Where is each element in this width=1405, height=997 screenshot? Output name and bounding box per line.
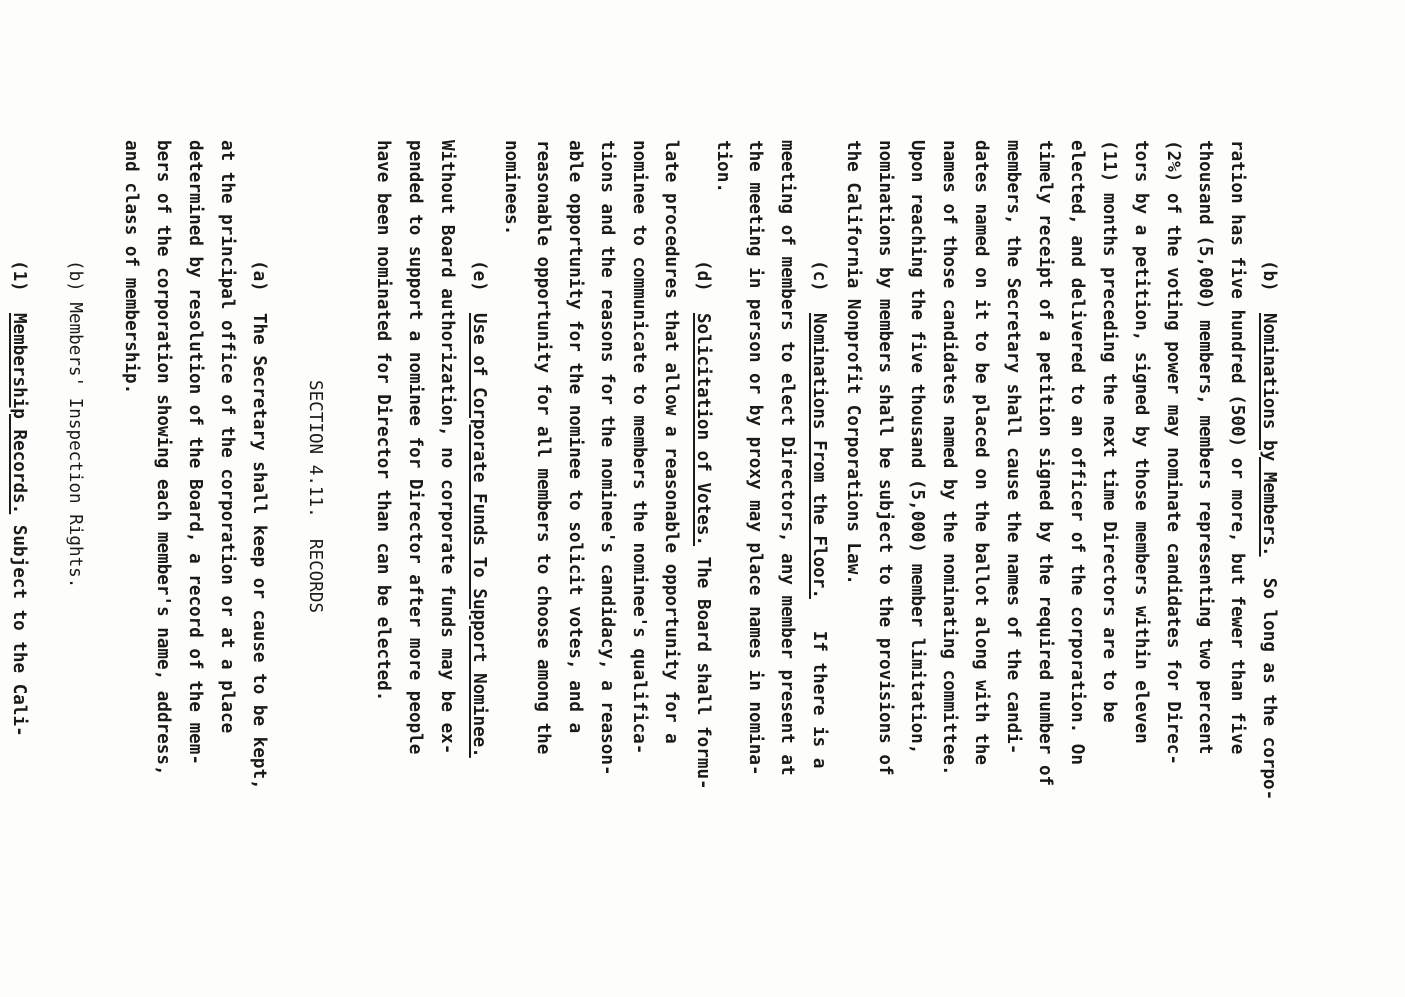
para-d-line-0: The Board shall formu- — [693, 556, 713, 790]
para-b-num: (b) — [1259, 260, 1279, 292]
para-d-title: Solicitation of Votes. — [693, 312, 713, 547]
para-b-line: timely receipt of a petition signed by the required number of — [1035, 140, 1055, 787]
para-inspection-rights: (b) Members' Inspection Rights. — [65, 260, 85, 589]
para-b-line: (11) months preceding the next time Directors are to be — [1099, 140, 1119, 723]
para-b-title: Nominations by Members. — [1259, 312, 1279, 557]
para-e-line: pended to support a nominee for Director after more people — [405, 140, 425, 755]
para-b-line: names of those candidates named by the nominating committee. — [939, 140, 959, 776]
para-d-line: reasonable opportunity for all members to choose among the — [533, 140, 553, 755]
para-c-line-0: If there is a — [809, 630, 829, 769]
para-c-first-line-text — [803, 260, 836, 768]
para-1-title: Membership Records. — [9, 312, 29, 515]
para-c-line: meeting of members to elect Directors, any member present at — [777, 140, 797, 776]
para-b-line: elected, and delivered to an officer of the corporation. On — [1067, 140, 1087, 765]
para-1-line-0: Subject to the Cali- — [9, 524, 29, 737]
para-1-num: (1) — [9, 260, 29, 292]
para-c-line: tion. — [713, 140, 733, 193]
para-d-line: nominees. — [501, 140, 521, 236]
para-b-line: dates named on it to be placed on the ballot along with the — [971, 140, 991, 765]
para-d-line: able opportunity for the nominee to solicit votes, and a — [565, 140, 585, 734]
para-d-line: late procedures that allow a reasonable opportunity for a — [661, 140, 681, 744]
para-c-num: (c) — [809, 260, 829, 292]
para-b-line-0: So long as the corpo- — [1259, 577, 1279, 801]
para-a-line: bers of the corporation showing each member's name, address, — [153, 140, 173, 776]
para-a-line: at the principal office of the corporation or at a place — [217, 140, 237, 734]
para-d-line: nominee to communicate to members the nominee's qualifica- — [629, 140, 649, 755]
para-e-num: (e) — [469, 260, 489, 292]
para-a-line: and class of membership. — [121, 140, 141, 395]
para-b-first-line — [1253, 260, 1286, 800]
para-c-line: the meeting in person or by proxy may place names in nomina- — [745, 140, 765, 776]
para-b-line: members, the Secretary shall cause the names of the candi- — [1003, 140, 1023, 755]
para-b-line: thousand (5,000) members, members representing two percent — [1195, 140, 1215, 755]
para-a-num: (a) — [249, 260, 269, 292]
para-d-num: (d) — [693, 260, 713, 292]
para-e-line: have been nominated for Director than can be elected. — [373, 140, 393, 702]
para-b-line: Upon reaching the five thousand (5,000) member limitation, — [907, 140, 927, 755]
para-e-line: Without Board authorization, no corporate funds may be ex- — [437, 140, 457, 755]
para-b-line: nominations by members shall be subject to the provisions of — [875, 140, 895, 776]
para-e-title: Use of Corporate Funds To Support Nominee. — [469, 312, 489, 758]
rotated-document-continuation — [0, 0, 225, 997]
para-a-line: determined by resolution of the Board, a record of the mem- — [185, 140, 205, 765]
para-b-line: (2%) of the voting power may nominate candidates for Direc- — [1163, 140, 1183, 765]
para-c-title: Nominations From the Floor. — [809, 312, 829, 599]
para-d-first-line — [687, 260, 720, 790]
para-b-line: tors by a petition, signed by those members within eleven — [1131, 140, 1151, 744]
para-a-first-line — [243, 260, 276, 790]
para-a-line-0: The Secretary shall keep or cause to be kept, — [249, 312, 269, 790]
section-heading: SECTION 4.11. RECORDS — [305, 380, 325, 614]
para-d-line: tions and the reasons for the nominee's candidacy, a reason- — [597, 140, 617, 776]
para-b-line: the California Nonprofit Corporations Law. — [843, 140, 863, 585]
para-e-first-line — [463, 260, 496, 758]
para-b-line: ration has five hundred (500) or more, but fewer than five — [1227, 140, 1247, 755]
para-1-line — [0, 140, 3, 776]
